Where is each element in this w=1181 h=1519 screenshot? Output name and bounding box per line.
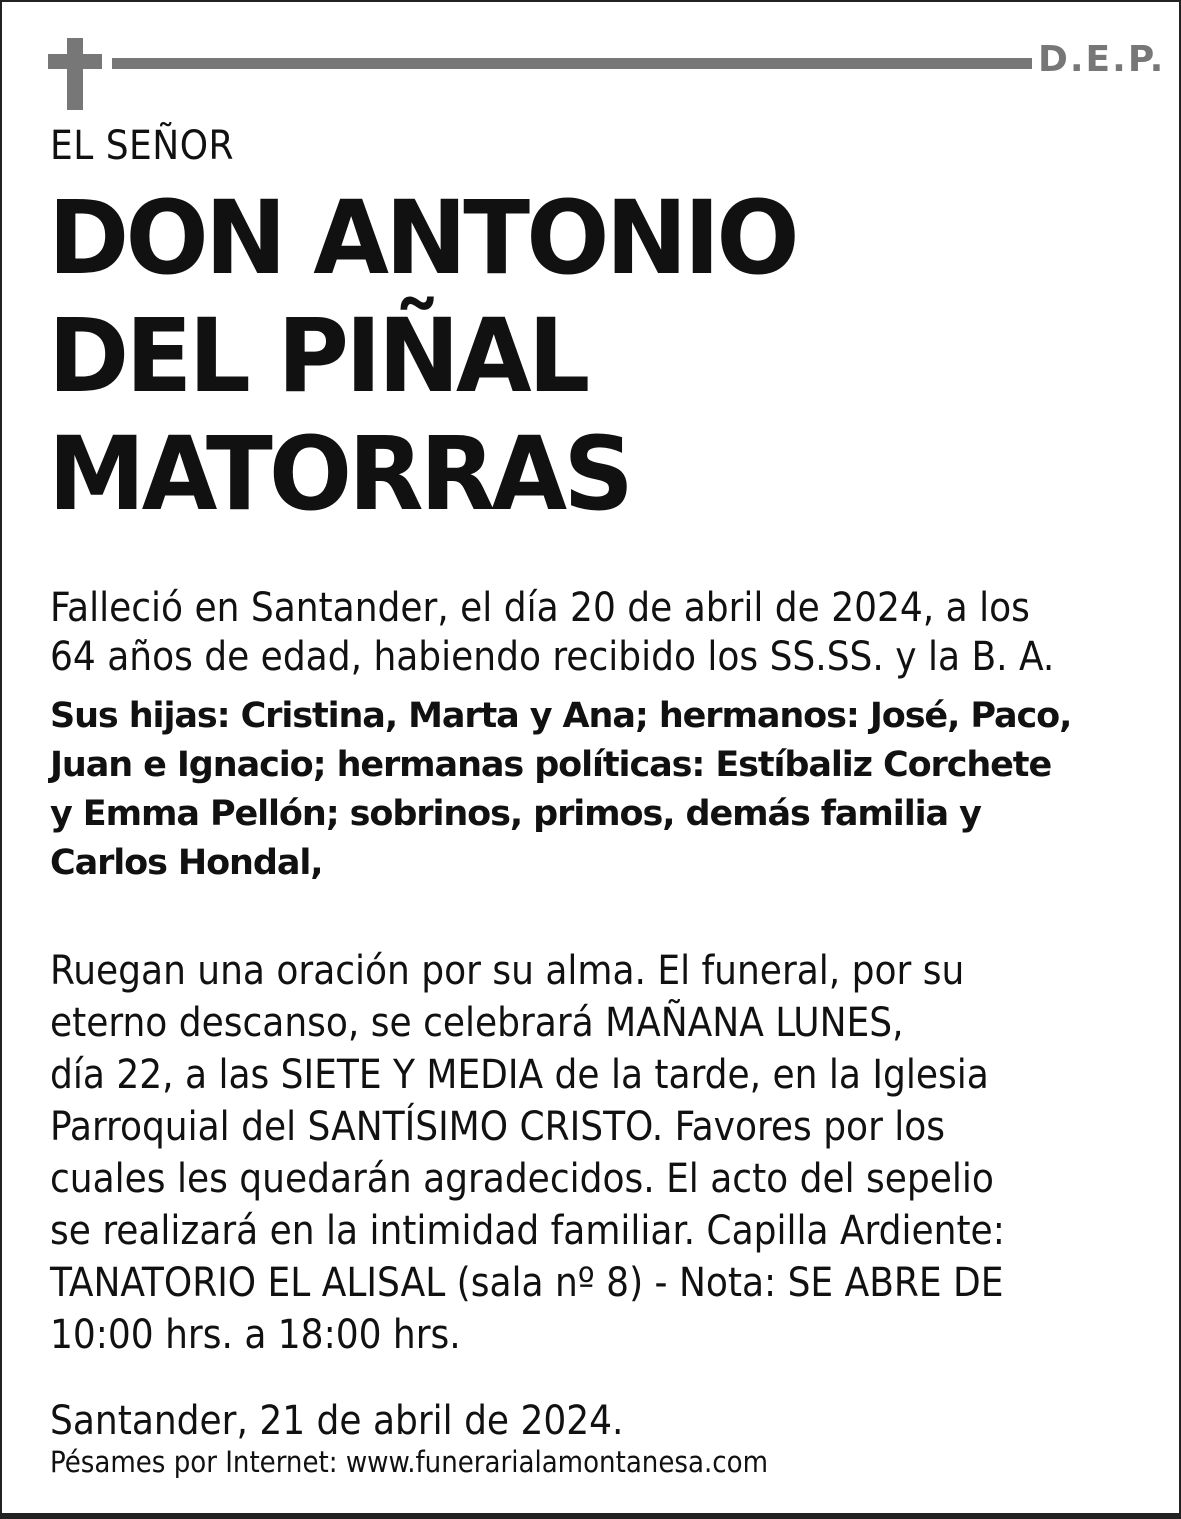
funeral-line: TANATORIO EL ALISAL (sala nº 8) - Nota: SE ABRE DE bbox=[50, 1260, 1004, 1306]
dep-label: D.E.P. bbox=[1038, 39, 1166, 80]
family-line: Sus hijas: Cristina, Marta y Ana; hermanos: José, Paco, bbox=[50, 696, 1072, 736]
family-list bbox=[50, 692, 1145, 888]
deceased-name-line: DEL PIÑAL bbox=[48, 297, 587, 416]
deceased-name-line: MATORRAS bbox=[48, 415, 631, 534]
death-notice bbox=[50, 584, 1145, 682]
deceased-name bbox=[48, 180, 1094, 534]
deceased-name-line: DON ANTONIO bbox=[48, 179, 796, 298]
funeral-line: Ruegan una oración por su alma. El funeral, por su bbox=[50, 948, 965, 994]
funeral-line: se realizará en la intimidad familiar. Capilla Ardiente: bbox=[50, 1208, 1005, 1254]
cross-icon bbox=[48, 38, 102, 110]
condolences-website: Pésames por Internet: www.funerarialamontanesa.com bbox=[50, 1445, 768, 1479]
funeral-line: 10:00 hrs. a 18:00 hrs. bbox=[50, 1312, 461, 1358]
family-line: Carlos Hondal, bbox=[50, 843, 323, 883]
death-notice-line: 64 años de edad, habiendo recibido los SS.SS. y la B. A. bbox=[50, 634, 1055, 680]
funeral-line: cuales les quedarán agradecidos. El acto del sepelio bbox=[50, 1156, 994, 1202]
dateline: Santander, 21 de abril de 2024. bbox=[50, 1398, 624, 1444]
funeral-line: eterno descanso, se celebrará MAÑANA LUNES, bbox=[50, 1000, 904, 1046]
funeral-line: día 22, a las SIETE Y MEDIA de la tarde, en la Iglesia bbox=[50, 1052, 989, 1098]
funeral-line: Parroquial del SANTÍSIMO CRISTO. Favores por los bbox=[50, 1104, 946, 1150]
honorific: EL SEÑOR bbox=[50, 123, 235, 169]
notice-header bbox=[48, 38, 1166, 114]
funeral-info bbox=[50, 945, 1145, 1361]
death-notice-line: Falleció en Santander, el día 20 de abril de 2024, a los bbox=[50, 585, 1030, 631]
family-line: Juan e Ignacio; hermanas políticas: Estíbaliz Corchete bbox=[50, 745, 1052, 785]
family-line: y Emma Pellón; sobrinos, primos, demás familia y bbox=[50, 794, 981, 834]
header-rule bbox=[112, 58, 1032, 69]
